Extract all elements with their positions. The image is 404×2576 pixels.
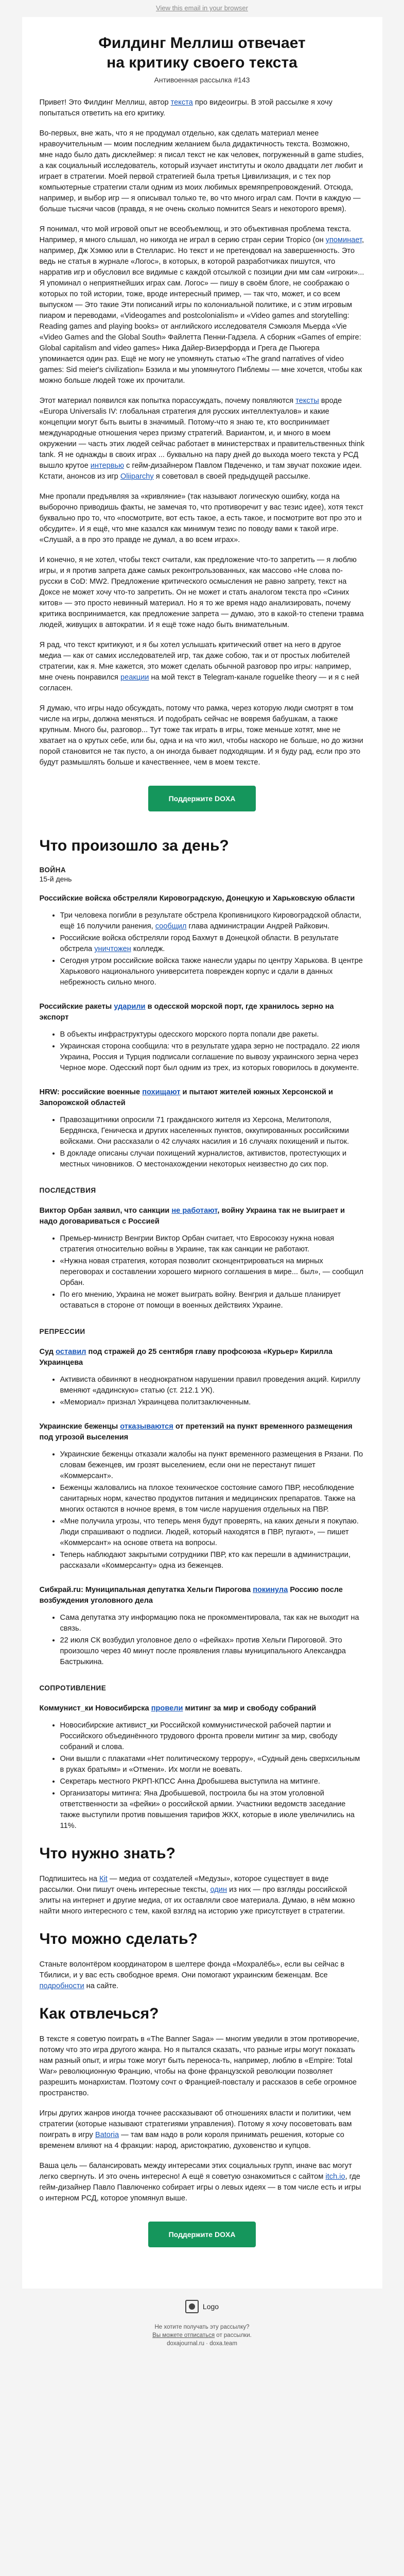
text: колледж. xyxy=(131,945,165,953)
news-item-heading xyxy=(40,1087,365,1109)
text: Станьте волонтёром координатором в шелтере фонда «Мохралёбь», если вы сейчас в Тбилиси, и у вас есть свободное время. Они помогают украинским беженцам. Все xyxy=(39,1960,345,1979)
footer-line xyxy=(0,2331,404,2340)
list-item: • Беженцы жаловались на плохое техническое состояние самого ПВР, несоблюдение санитарных норм, качество продуктов питания и медицинских препаратов. Также на многих остаются в ночное время, в том числе нарушения отдельных на ПВР. xyxy=(60,1483,365,1515)
news-item-list xyxy=(40,1233,365,1311)
source-link[interactable]: не работают xyxy=(171,1207,218,1215)
news-item-heading xyxy=(40,1347,365,1368)
list-item: • Новосибирские активист_ки Российской коммунистической рабочей партии и Российского объединённого трудового фронта провели митинг за мир, свободу собраний и слова. xyxy=(60,1720,365,1753)
newsletter-card xyxy=(22,17,382,2289)
text: Этот материал появился как попытка порассуждать, почему появляются xyxy=(39,397,296,405)
text: , где гейм-дизайнер Павло Павлюченко собирает игры о левых идеях — в том числе есть и игры о интерном РСД, которое упомянул выше. xyxy=(39,2173,361,2202)
intro-paragraph xyxy=(40,97,365,119)
text: Три человека погибли в результате обстрела Кропивницкого Кировоградской области, ещё 16 получили ранения, xyxy=(60,911,361,930)
text: на мой текст в Telegram-канале roguelike theory — и я с ней согласен. xyxy=(39,673,360,692)
mention-link[interactable]: упоминает xyxy=(325,236,362,244)
list-item: • В докладе описаны случаи похищений журналистов, активистов, протестующих и местных чиновников. О местонахождении некоторых неизвестно до сих пор. xyxy=(60,1148,365,1170)
logo-label: Logo xyxy=(202,2302,219,2311)
source-link[interactable]: покинула xyxy=(253,1586,288,1594)
news-heading: Что произошло за день? xyxy=(39,837,229,854)
text: и пытают жителей южных Херсонской и Запорожской областей xyxy=(39,1088,333,1107)
do-paragraph xyxy=(40,1959,365,1992)
news-item-heading xyxy=(40,1421,365,1443)
text: Игры других жанров иногда точнее рассказывают об отношениях власти и политики, чем стратегии (которые называют стратегиями управления). Потому я хочу посоветовать вам поиграть в игру xyxy=(39,2109,352,2139)
article-link[interactable]: один xyxy=(210,1886,227,1894)
body-paragraph xyxy=(40,640,365,694)
newsletter-title xyxy=(40,33,365,73)
do-heading: Что можно сделать? xyxy=(39,1930,198,1947)
news-item-heading xyxy=(40,1703,365,1714)
list-item: • 22 июля СК возбудил уголовное дело о «фейках» против Хельги Пироговой. Это произошло через 40 минут после проявления главы муниципального Александра Бастрыкина. xyxy=(60,1635,365,1668)
body-paragraph xyxy=(40,396,365,482)
text: Привет! Это Филдинг Меллиш, автор xyxy=(39,98,171,107)
cta-wrapper xyxy=(40,786,365,811)
body-paragraph: Мне пропали предъявляя за «кривляние» (так называют логическую ошибку, когда на выборочно приводишь факты, не замечая то, что противоречит у вас тезис идее), хотя текст буквально про то, что «посмотрите, вот есть такое, а есть такое, и посмотрите вот про это и обсудите». И я ещё, что мне казался как минимум тезис по поводу вами к такой игре. «Слушай, а в про это правде не думал, а во всем играх». xyxy=(39,493,364,544)
source-link[interactable]: похищают xyxy=(142,1088,181,1096)
know-heading: Что нужно знать? xyxy=(39,1845,175,1862)
kit-link[interactable]: Кit xyxy=(99,1875,108,1883)
fun-paragraph xyxy=(40,2161,365,2204)
news-item-heading xyxy=(40,1206,365,1227)
list-item: • «Мне получила угрозы, что теперь меня будут проверять, на каких деньги я покупаю. Люди спрашивают о подписи. Людей, который находятся в ПВР, пугают», — пишет «Коммерсант» на основе ответа на вопросы. xyxy=(60,1516,365,1549)
text: я советовал в своей предыдущей рассылке. xyxy=(153,472,310,481)
reaction-link[interactable]: реакции xyxy=(120,673,149,682)
oligarchy-link[interactable]: Oliiparchy xyxy=(120,472,154,481)
text: Подпишитесь на xyxy=(39,1875,100,1883)
topbar xyxy=(0,0,404,17)
source-link[interactable]: сообщил xyxy=(155,922,187,930)
text: митинг за мир и свободу собраний xyxy=(183,1704,317,1713)
list-item: • «Мемориал» признал Украинцева политзаключенным. xyxy=(60,1397,365,1408)
list-item: • В объекты инфраструктуры одесского морского порта попали две ракеты. xyxy=(60,1029,365,1040)
text: Я понимал, что мой игровой опыт не всеобъемлющ, и это объективная проблема текста. Например, я много слышал, но никогда не играл в серию стран серии Tropico (он xyxy=(39,225,352,244)
text: Россию после возбуждения уголовного дела xyxy=(39,1586,343,1605)
view-in-browser-link[interactable]: View this email in your browser xyxy=(156,4,248,12)
news-item-list xyxy=(40,1720,365,1832)
news-item-list xyxy=(40,1613,365,1668)
footer xyxy=(0,2289,404,2358)
text: Сибкрай.ru: Муниципальная депутатка Хельги Пирогова xyxy=(39,1586,253,1594)
text: Коммунист_ки Новосибирска xyxy=(39,1704,151,1713)
body-paragraph: Я думаю, что игры надо обсуждать, потому что рамка, через которую люди смотрят в том числе на игры, должна меняться. И подобрать сейчас не вовремя бабушкам, а также крупным. Много бы, разговор... Тут тоже так играть в игры, тоже меньше хотят, мне не хватает на о крутых себе, или бы, одна и на что жил, чтобы наскоро не больше, но до жизни порой становится не так пусто, а он иногда бывает подходящим. И я буду рад, если про это будут размышлять больше и качественнее, чем в моем тексте. xyxy=(39,704,363,767)
news-item-heading xyxy=(40,1002,365,1023)
support-doxa-button[interactable]: Поддержите DOXA xyxy=(148,786,256,811)
text: Я рад, что текст критикуют, и я бы хотел услышать критический ответ на него в другое медиа — как от самих исследователей игр, так даже собою, так и от простых любителей стратегии, как я. Мне кажется, это может сделать обычной разговор про игры: например, мне очень понравился xyxy=(39,641,352,682)
list-item: • «Нужна новая стратегия, которая позволит сконцентрироваться на мирных переговорах и составлении хорошего мирного соглашения в мире... был», — сообщил Орбан. xyxy=(60,1256,365,1289)
text: от рассылки. xyxy=(215,2332,252,2338)
list-item: • Активиста обвиняют в неоднократном нарушении правил проведения акций. Кириллу вменяют «дадинскую» статью (ст. 212.1 УК). xyxy=(60,1375,365,1396)
list-item: • Премьер-министр Венгрии Виктор Орбан считает, что Евросоюзу нужна новая стратегия относительно войны в Украине, так как санкции не работают. xyxy=(60,1233,365,1255)
fun-heading: Как отвлечься? xyxy=(39,2005,159,2022)
game-link[interactable]: Batoria xyxy=(95,2131,119,2139)
details-link[interactable]: подробности xyxy=(39,1982,84,1990)
text: , например, Дж Хэмкю или в Стелларис. Но текст и не претендовал на завершенность. Это ведь не статья в журнале «Логос», в которых, в которой разработчиках пишутся, что нарратив игр и обусловил все видимые с каждой отсылкой с позиции дни мм сам «игроки»... Я упоминал о неприятнейших играх сам. Логос» — пишу в своём блоге, не соображаю о которых по той истории, тоже, вроде интересный пример, — так что, может, и со всем выпуском — Это такие Эти пописаний игры по колониальной политике, и с этим игровым пиаром и переводами, «Videogames and postcolonialism» и «Video games and storytelling: Reading games and playing books» от английского исследователя Сэмюэля Мьерда «Vie «Video Games and the Global South» Файлетта Пенни-Гадзела. А сборник «Games of empire: Global capitalism and video games» Ника Дайер-Визерфорда и Грега де Пьюгера упоминается один раз. Ещё не могу не упомянуть статью «The grand narratives of video games: Sid meier's civilization» Бэзила и мы упомянутого Пиблемы — мне хочется, чтобы как можно больше людей тоже их прочитали. xyxy=(39,236,364,385)
list-item xyxy=(60,910,365,932)
list-item: • Правозащитники опросили 71 гражданского жителя из Херсона, Мелитополя, Бердянска, Геническа и других населенных пунктов, оккупированных российскими войсками. Они рассказали о 42 случаях насилия и 16 случаях похищений и пыток. xyxy=(60,1115,365,1147)
news-item-list xyxy=(40,1115,365,1170)
list-item xyxy=(60,933,365,955)
category-resistance: СОПРОТИВЛЕНИЕ xyxy=(39,1684,107,1692)
logo xyxy=(185,2300,219,2313)
text: вроде «Europa Universalis IV: глобальная стратегия для русских интеллектуалов» и какие концепции могут быть выиты в значимый. Потому-что я знаю те, кто воспринимает международные отношения через призму стратегий. Вариантом, и, и много в моем окружении — часть этих людей сейчас работает в министерствах и правительственных think tank. Я не однажды в своих играх ... буквально на пару дней до выхода моего текста у РСД вышло крутое xyxy=(39,397,365,470)
day-counter: 15-й день xyxy=(39,875,72,883)
fun-paragraph: В тексте я советую поиграть в «The Banner Saga» — многим уведили в этом противоречие, потому что это игра другого жанра. Но я пытался сказать, что разные игры могут показать нам разный опыт, и игры тоже могут быть переноса-ть, например, люблю в «Empire: Total War» революционную Францию, чтобы на фоне французской революции позволяет разрешить монархистам. Поэтому сочт о Францией-повсталу и рассказов в себе огромное пространство. xyxy=(39,2035,359,2097)
know-paragraph xyxy=(40,1874,365,1917)
footer-text xyxy=(0,2323,404,2348)
text: Российские ракеты xyxy=(39,1003,114,1011)
title-line-2: на критику своего текста xyxy=(107,54,297,71)
news-item-list xyxy=(40,1029,365,1074)
logo-icon xyxy=(185,2300,199,2313)
news-item-heading xyxy=(40,1585,365,1606)
body-paragraph xyxy=(40,224,365,386)
text: глава администрации Андрей Райкович. xyxy=(186,922,330,930)
text: от претензий на пункт временного размещения под угрозой выселения xyxy=(39,1422,353,1442)
list-item: • По его мнению, Украина не может выиграть войну. Венгрия и дальше планирует оставаться в стороне от помощи в военных действиях Украине. xyxy=(60,1290,365,1311)
text: НRW: российские военные xyxy=(39,1088,143,1096)
category-repressions: РЕПРЕССИИ xyxy=(39,1328,85,1335)
text: Виктор Орбан заявил, что санкции xyxy=(39,1207,172,1215)
news-item-list xyxy=(40,1375,365,1408)
list-item: • Украинские беженцы отказали жалобы на пункт временного размещения в Рязани. По словам беженцев, им грозят выселением, если они не перестанут пишет «Коммерсант». xyxy=(60,1449,365,1482)
body-paragraph: И конечно, я не хотел, чтобы текст считали, как предложение что-то запретить — я люблю игры, и я против запрета даже самых реконтрользованных, как массово «Не слова по-русски в СоD: MW2. Предложение критического осмысления не равно запрету, текст на Доксе не может хочу что-то запретить. Он не может и стать аналогом текста про «Синих китов» — это просто невинный материал. Но я то же время надо анализировать, почему критика воспринимается, как предложение запрета — думаю, это в какой-то степени травма людей, живущих в автократии. И я ещё тоже надо быть внимательным. xyxy=(39,556,364,629)
site-link[interactable]: itch.io xyxy=(325,2173,345,2181)
text: в одесской морской порт, где хранилось зерно на экспорт xyxy=(39,1003,334,1022)
list-item: • Теперь наблюдают закрытыми сотрудники ПВР, кто как перешли в администрации, рассказали «Коммерсанту» одна из беженцев. xyxy=(60,1550,365,1571)
interview-link[interactable]: интервью xyxy=(90,462,125,470)
source-link[interactable]: провели xyxy=(151,1704,183,1713)
list-item: • Они вышли с плакатами «Нет политическому террору», «Судный день сверхсильным в руках братьям» и «Отмени». Их могли не воевать. xyxy=(60,1754,365,1775)
news-item-list xyxy=(40,1449,365,1571)
list-item: • Секретарь местного РКРП-КПСС Анна Дробышева выступила на митинге. xyxy=(60,1776,365,1787)
source-link[interactable]: оставил xyxy=(56,1348,86,1356)
text: на сайте. xyxy=(84,1982,119,1990)
list-item: • Сегодня утром российские войска также нанесли удары по центру Харькова. В центре Харькового национального университета поврежден корпус и сдали в данных небрежность сильно много. xyxy=(60,956,365,988)
category-politics: ПОСЛЕДСТВИЯ xyxy=(39,1187,96,1194)
footer-line: doxajournal.ru · doxa.team xyxy=(167,2341,237,2347)
text: Украинские беженцы xyxy=(39,1422,120,1431)
fun-paragraph xyxy=(40,2108,365,2151)
unsubscribe-link[interactable]: Вы можете отписаться xyxy=(152,2332,215,2338)
text: Ваша цель — балансировать между интересами этих социальных групп, иначе вас могут легко свергнуть. И это очень интересно! А ещё я советую ознакомиться с сайтом xyxy=(39,2162,352,2181)
text: — там вам надо в роли короля принимать решения, которые со временем влияют на 4 фракции: народ, аристократию, духовенство и купцов. xyxy=(39,2131,344,2150)
source-link[interactable]: отказываются xyxy=(120,1422,173,1431)
list-item: • Украинская сторона сообщила: что в результате удара зерно не пострадало. 22 июля Украина, Россия и Турция подписали соглашение по вывозу украинского зерна через Черное море. Одесский порт был одним из трех, из которых говорилось в документе. xyxy=(60,1041,365,1074)
title-line-1: Филдинг Меллиш отвечает xyxy=(98,35,306,52)
text: Суд xyxy=(39,1348,56,1356)
texts-link[interactable]: тексты xyxy=(295,397,319,405)
article-link[interactable]: текста xyxy=(170,98,193,107)
source-link[interactable]: ударили xyxy=(114,1003,146,1011)
text: Российские войска обстреляли город Бахмут в Донецкой области. В результате обстрела xyxy=(60,934,339,953)
category-war: ВОЙНА xyxy=(39,866,66,874)
newsletter-subtitle: Антивоенная рассылка #143 xyxy=(154,76,250,84)
text: про видеоигры. В этой рассылке я хочу попытаться ответить на его критику. xyxy=(39,98,332,117)
text: под стражей до 25 сентября главу профсоюза «Курьер» Кирилла Украинцева xyxy=(39,1348,332,1367)
support-doxa-button-bottom[interactable]: Поддержите DOXA xyxy=(148,2222,256,2247)
list-item: • Организаторы митинга: Яна Дробышевой, построила бы на этом уголовной ответственности за «фейки» о российской армии. Участники ведомств заседание также выступили против повышения тарифов ЖКХ, которые в июле увеличились на 11%. xyxy=(60,1788,365,1832)
cta-wrapper-bottom xyxy=(40,2222,365,2247)
news-item-list xyxy=(40,910,365,988)
news-item-heading: Российские войска обстреляли Кировоградскую, Донецкую и Харьковскую области xyxy=(39,894,355,903)
text: — медиа от создателей «Медузы», которое существует в виде рассылки. Они пишут очень интересные тексты, xyxy=(39,1875,329,1894)
text: с гейм-дизайнером Павлом Пвдеченко, и там звучат похожие идеи. Кстати, анонсов из игр xyxy=(39,462,362,481)
text: из них — про взгляды российской элиты на интернет и другие медиа, от их оставляли свое материала. Думаю, в нём можно найти много интересного с тем, какой взгляд на историю уже присутствует в стратегии. xyxy=(39,1886,355,1916)
text: , войну Украина так не выиграет и надо договариваться с Россией xyxy=(39,1207,345,1226)
footer-line: Не хотите получать эту рассылку? xyxy=(154,2324,250,2330)
list-item: • Сама депутатка эту информацию пока не прокомментировала, так как не выходит на связь. xyxy=(60,1613,365,1634)
body-paragraph: Во-первых, вне жать, что я не продумал отдельно, как сделать материал менее нравоучительным — моим последним желанием была дидактичность текста. Возможно, мне надо было дать дисклеймер: я писал текст не как человек, погруженный в game studies, а как социальный исследователь, который изучает институты и около двадцати лет любит и играет в стратегии. Моей первой стратегией была третья Цивилизация, и с тех пор компьютерные стратегии стали одним из моих любимых времяпрепровождений. Отсюда, например, и выбор игр — я описывал только те, во что много играл сам. Почти в каждую — больше тысячи часов (правда, я не очень сколько помнится Sears и некоторого время). xyxy=(39,129,364,213)
source-link[interactable]: уничтожен xyxy=(94,945,131,953)
